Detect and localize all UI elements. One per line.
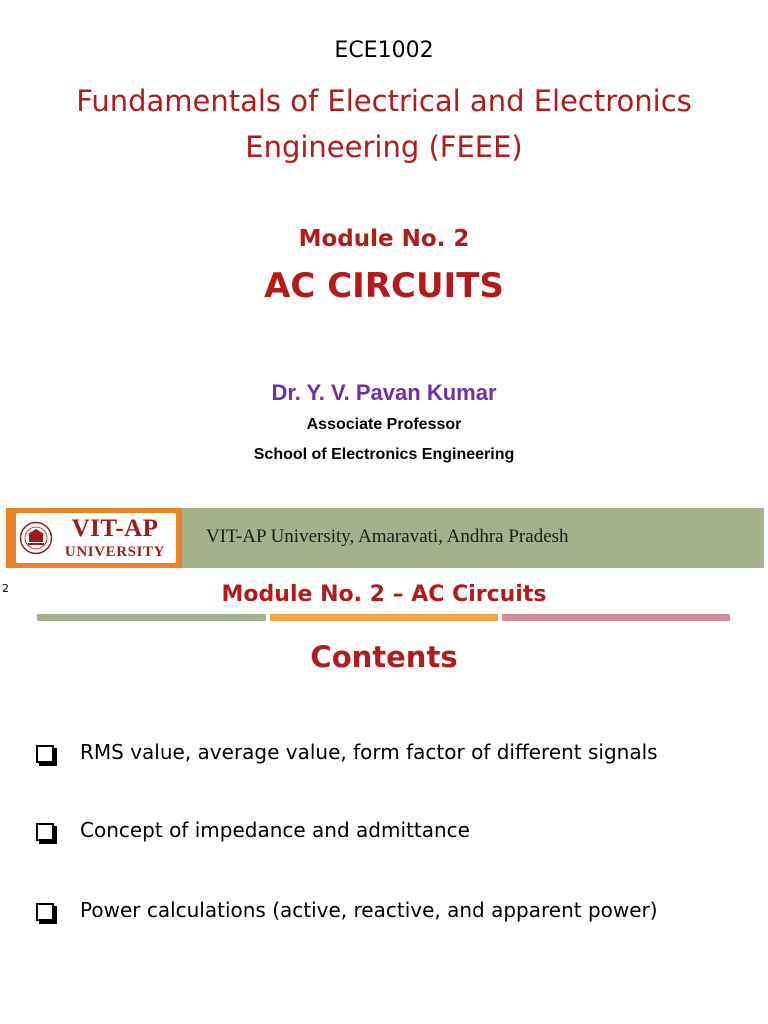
contents-title: Contents xyxy=(310,640,458,674)
author-name: Dr. Y. V. Pavan Kumar xyxy=(271,380,497,405)
course-title xyxy=(20,78,748,170)
university-address: VIT-AP University, Amaravati, Andhra Pradesh xyxy=(206,526,569,547)
list-item xyxy=(36,898,766,932)
checkbox-icon xyxy=(36,823,54,841)
author-designation: Associate Professor xyxy=(306,416,462,433)
university-seal-icon xyxy=(19,521,53,555)
module-number: Module No. 2 xyxy=(298,226,470,252)
list-item-text: Concept of impedance and admittance xyxy=(80,818,470,842)
course-title-line-1: Fundamentals of Electrical and Electronics xyxy=(76,84,692,118)
checkbox-icon xyxy=(36,903,54,921)
list-item xyxy=(36,818,766,852)
university-logo xyxy=(6,508,182,568)
course-code: ECE1002 xyxy=(334,38,434,63)
author-school: School of Electronics Engineering xyxy=(253,446,515,463)
module-title: AC CIRCUITS xyxy=(264,266,504,306)
list-item-text: RMS value, average value, form factor of different signals xyxy=(80,740,658,764)
list-item-text: Power calculations (active, reactive, and apparent power) xyxy=(80,898,658,922)
logo-text-university: UNIVERSITY xyxy=(64,544,166,560)
page-number: 2 xyxy=(2,582,9,595)
divider-bar-green xyxy=(37,614,266,621)
course-title-line-2: Engineering (FEEE) xyxy=(245,130,523,164)
checkbox-icon xyxy=(36,745,54,763)
divider-bar-pink xyxy=(502,614,730,621)
slide-header: Module No. 2 – AC Circuits xyxy=(221,582,547,607)
logo-text-vit-ap: VIT-AP xyxy=(71,515,159,542)
list-item xyxy=(36,740,766,774)
logo-panel xyxy=(16,513,176,563)
divider-bar-orange xyxy=(270,614,498,621)
